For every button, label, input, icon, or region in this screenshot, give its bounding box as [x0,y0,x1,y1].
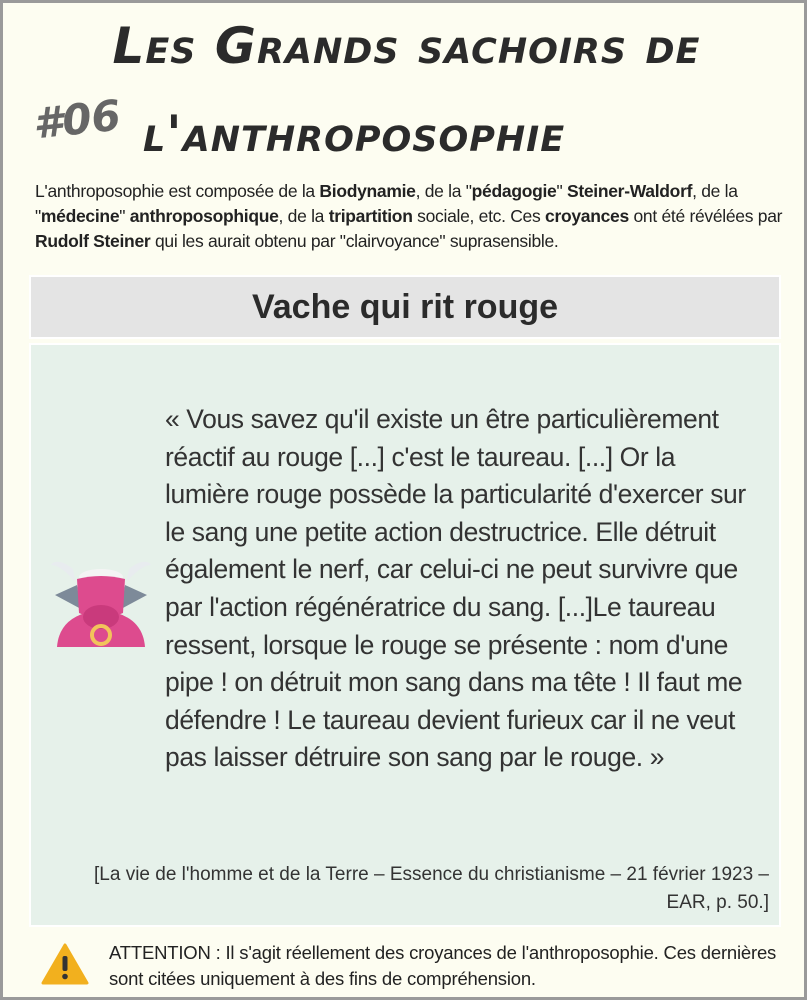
intro-keyword: Biodynamie [319,181,416,201]
intro-text: , de la " [415,181,472,201]
intro-text: , de la " [35,181,738,226]
page-title-line2: l'anthroposophie [143,105,566,163]
intro-paragraph [35,179,785,254]
quote-source: [La vie de l'homme et de la Terre – Essence du christianisme – 21 février 1923 – EAR, p. 50.] [94,864,769,913]
intro-keyword: Rudolf Steiner [35,231,151,251]
card-title: Vache qui rit rouge [29,275,781,339]
warning-icon [41,943,89,985]
intro-text: L'anthroposophie est composée de la [35,181,320,201]
intro-keyword: croyances [545,206,629,226]
intro-text: " [119,206,130,226]
intro-text: ont été révélées par [628,206,783,226]
warning-text: ATTENTION : Il s'agit réellement des croyances de l'anthroposophie. Ces dernières sont citées uniquement à des fins de compréhension. [109,942,777,989]
intro-keyword: anthroposophique [129,206,279,226]
intro-keyword: pédagogie [471,181,557,201]
quote-text: « Vous savez qu'il existe un être particulièrement réactif au rouge [...] c'est le taureau. [...] Or la lumière rouge possède la particularité d'exercer sur le sang une petite action destructrice. Elle détruit également le nerf, car celui-ci ne peut survivre que par l'action régénératrice du sang. [...]Le taureau ressent, lorsque le rouge se présente : nom d'une pipe ! on détruit mon sang dans ma tête ! Il faut me défendre ! Le taureau devient furieux car il ne veut pas laisser détruire son sang par le rouge. » [165,404,746,773]
intro-text: " [556,181,567,201]
intro-text: sociale, etc. Ces [412,206,546,226]
intro-text: , de la [278,206,329,226]
intro-keyword: Steiner-Waldorf [566,181,693,201]
intro-text: qui les aurait obtenu par "clairvoyance" suprasensible. [150,231,559,251]
intro-keyword: tripartition [328,206,413,226]
bull-icon [51,551,151,655]
intro-keyword: médecine [40,206,120,226]
issue-number-badge: #06 [30,90,123,149]
page-title-line1: Les Grands sachoirs de [112,17,701,75]
